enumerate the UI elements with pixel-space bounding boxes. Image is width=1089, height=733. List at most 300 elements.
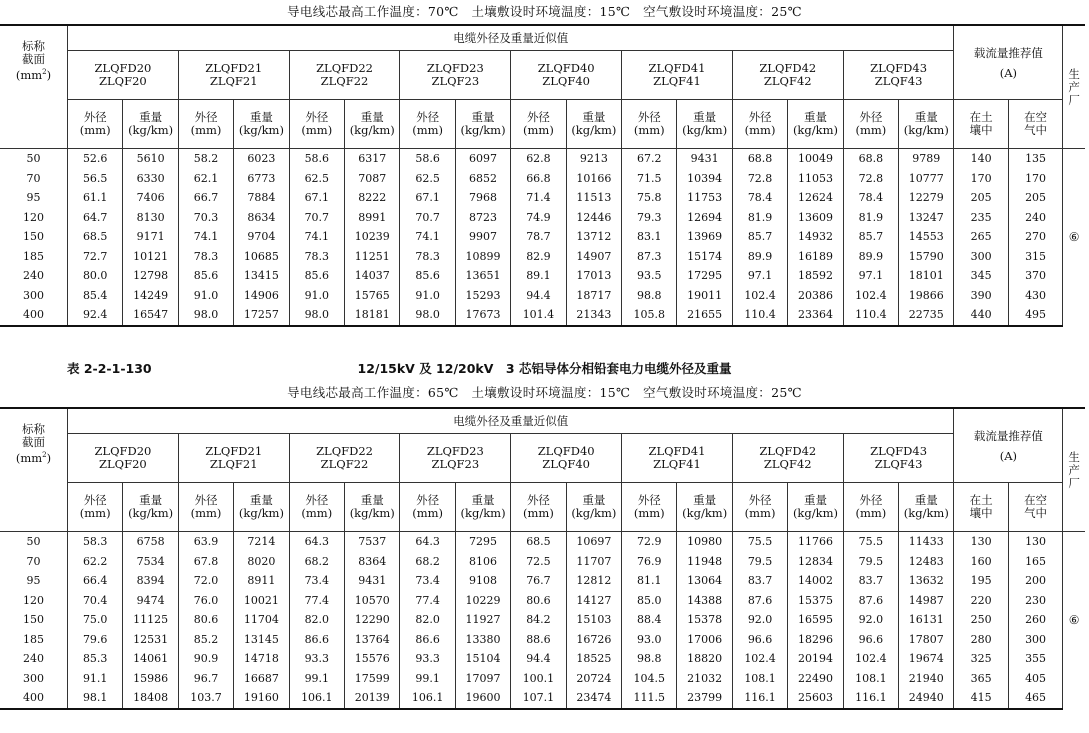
table-cell: 170 [954, 169, 1008, 189]
table-cell: 85.6 [289, 266, 344, 286]
table-cell: 6773 [234, 169, 289, 189]
table-cell: 66.8 [511, 169, 566, 189]
table-cell: 80.6 [511, 591, 566, 611]
table-cell: 99.1 [289, 669, 344, 689]
table-cell: 77.4 [289, 591, 344, 611]
table-cell: 116.1 [843, 688, 898, 709]
table-cell: 21032 [677, 669, 732, 689]
table-row [0, 688, 1085, 709]
table-cell: 390 [954, 286, 1008, 306]
table-cell: 74.1 [178, 227, 233, 247]
od-header [178, 483, 233, 532]
model-plain: ZLQF41 [653, 457, 701, 471]
table-cell: 8020 [234, 552, 289, 572]
weight-header [234, 483, 289, 532]
table-cell: 96.6 [732, 630, 787, 650]
table-cell: 110.4 [732, 305, 787, 326]
table-cell: 400 [0, 305, 67, 326]
table-cell: 18408 [123, 688, 178, 709]
table-cell: 415 [954, 688, 1008, 709]
weight-header [455, 483, 510, 532]
table-cell: 87.3 [622, 247, 677, 267]
table-cell: 10229 [455, 591, 510, 611]
od-label: 外径 [194, 493, 218, 507]
table-cell: 92.4 [67, 305, 122, 326]
od-label: 外径 [305, 110, 329, 124]
table-cell: 22490 [788, 669, 843, 689]
model-header [511, 51, 622, 100]
table-cell: 8394 [123, 571, 178, 591]
model-armored: ZLQFD40 [537, 61, 595, 75]
table-row [0, 286, 1085, 306]
section-label-1: 标称 [21, 39, 45, 53]
table-cell: 70.3 [178, 208, 233, 228]
table-cell: 85.6 [400, 266, 455, 286]
table-cell: 80.6 [178, 610, 233, 630]
table-row [0, 247, 1085, 267]
model-armored: ZLQFD23 [426, 444, 484, 458]
model-armored: ZLQFD40 [537, 444, 595, 458]
table-cell: 18181 [345, 305, 400, 326]
table-cell: 13969 [677, 227, 732, 247]
table-cell: 88.4 [622, 610, 677, 630]
table-cell: 79.6 [67, 630, 122, 650]
table-cell: 81.9 [843, 208, 898, 228]
table-cell: 9431 [677, 149, 732, 169]
table-cell: 92.0 [843, 610, 898, 630]
table-cell: 102.4 [843, 286, 898, 306]
weight-header [788, 483, 843, 532]
table-cell: 16687 [234, 669, 289, 689]
manufacturer-header [1063, 25, 1085, 149]
table-cell: 17013 [566, 266, 621, 286]
table-row [0, 571, 1085, 591]
table-cell: 78.3 [289, 247, 344, 267]
table-cell: 6330 [123, 169, 178, 189]
model-armored: ZLQFD22 [316, 61, 373, 75]
section-unit-open: (mm [15, 450, 43, 465]
table-cell: 24940 [899, 688, 954, 709]
section-label-2: 截面 [21, 52, 45, 66]
manufacturer-mark: ⑥ [1068, 229, 1080, 244]
table-cell: 11513 [566, 188, 621, 208]
weight-label: 重量 [139, 493, 163, 507]
table-cell: 73.4 [289, 571, 344, 591]
od-unit: (mm) [79, 123, 111, 137]
table-cell: 185 [0, 630, 67, 650]
mfr-label-2: 产 [1068, 79, 1080, 94]
current-label: 载流量推荐值 [973, 45, 1043, 60]
table-cell: 10239 [345, 227, 400, 247]
table-cell: 13609 [788, 208, 843, 228]
current-unit: (A) [999, 448, 1018, 463]
table-cell: 13064 [677, 571, 732, 591]
table-cell: 14907 [566, 247, 621, 267]
od-label: 外径 [416, 110, 440, 124]
table-cell: 89.9 [732, 247, 787, 267]
table-cell: 16595 [788, 610, 843, 630]
od-header [67, 483, 122, 532]
table-cell: 106.1 [400, 688, 455, 709]
weight-unit: (kg/km) [238, 123, 284, 137]
table-cell: 58.3 [67, 532, 122, 552]
section-label-1: 标称 [21, 422, 45, 436]
weight-unit: (kg/km) [128, 506, 174, 520]
table-cell: 16131 [899, 610, 954, 630]
weight-unit: (kg/km) [238, 506, 284, 520]
table-cell: 85.7 [843, 227, 898, 247]
table-cell: 300 [0, 669, 67, 689]
table-cell: 6097 [455, 149, 510, 169]
mfr-label-3: 厂 [1068, 92, 1080, 107]
model-header [732, 434, 843, 483]
table-cell: 17599 [345, 669, 400, 689]
table-cell: 98.8 [622, 649, 677, 669]
od-label: 外径 [859, 493, 883, 507]
od-label: 外径 [83, 493, 107, 507]
soil-header [954, 100, 1008, 149]
table-cell: 18717 [566, 286, 621, 306]
group-header: 电缆外径及重量近似值 [67, 408, 954, 434]
od-unit: (mm) [79, 506, 111, 520]
air-label-2: 气中 [1024, 123, 1048, 137]
table-cell: 15986 [123, 669, 178, 689]
table-cell: 10570 [345, 591, 400, 611]
weight-header [677, 483, 732, 532]
table-cell: 170 [1008, 169, 1062, 189]
od-unit: (mm) [855, 506, 887, 520]
od-header [622, 483, 677, 532]
table-cell: 83.7 [843, 571, 898, 591]
table-title-bar [0, 359, 1089, 379]
od-label: 外径 [526, 493, 550, 507]
table-cell: 140 [954, 149, 1008, 169]
model-plain: ZLQF21 [209, 457, 258, 471]
model-header [289, 434, 400, 483]
table-cell: 6023 [234, 149, 289, 169]
table-cell: 12624 [788, 188, 843, 208]
od-unit: (mm) [744, 123, 776, 137]
table-cell: 200 [1008, 571, 1062, 591]
table-cell: 78.7 [511, 227, 566, 247]
table-cell: 98.8 [622, 286, 677, 306]
weight-header [566, 483, 621, 532]
table-cell: 70 [0, 552, 67, 572]
od-unit: (mm) [412, 123, 444, 137]
table-cell: 68.5 [511, 532, 566, 552]
od-label: 外径 [305, 493, 329, 507]
model-plain: ZLQF40 [542, 457, 590, 471]
table-cell: 15103 [566, 610, 621, 630]
table-cell: 90.9 [178, 649, 233, 669]
table-cell: 11053 [788, 169, 843, 189]
weight-unit: (kg/km) [792, 123, 838, 137]
table-cell: 23364 [788, 305, 843, 326]
table-cell: 70 [0, 169, 67, 189]
table-cell: 14553 [899, 227, 954, 247]
table-cell: 465 [1008, 688, 1062, 709]
model-armored: ZLQFD21 [205, 444, 263, 458]
model-header [622, 51, 733, 100]
od-label: 外径 [526, 110, 550, 124]
model-armored: ZLQFD42 [759, 61, 817, 75]
od-header [511, 100, 566, 149]
table-cell: 70.7 [400, 208, 455, 228]
weight-label: 重量 [360, 110, 384, 124]
table-cell: 150 [0, 227, 67, 247]
table-cell: 9213 [566, 149, 621, 169]
model-armored: ZLQFD20 [94, 61, 152, 75]
table-cell: 102.4 [843, 649, 898, 669]
table-cell: 94.4 [511, 649, 566, 669]
table-cell: 16547 [123, 305, 178, 326]
table-row [0, 208, 1085, 228]
table-cell: 75.5 [843, 532, 898, 552]
od-header [289, 483, 344, 532]
table-cell: 20194 [788, 649, 843, 669]
table-cell: 98.1 [67, 688, 122, 709]
table-cell: 50 [0, 149, 67, 169]
weight-label: 重量 [693, 493, 717, 507]
table-cell: 71.5 [622, 169, 677, 189]
table-cell: 11707 [566, 552, 621, 572]
table-cell: 79.5 [732, 552, 787, 572]
table-cell: 106.1 [289, 688, 344, 709]
table-cell: 98.0 [400, 305, 455, 326]
table-cell: 76.9 [622, 552, 677, 572]
table-cell: 7406 [123, 188, 178, 208]
table-cell: 14987 [899, 591, 954, 611]
model-plain: ZLQF21 [209, 74, 258, 88]
table-cell: 58.2 [178, 149, 233, 169]
table-cell: 83.1 [622, 227, 677, 247]
table-cell: 12834 [788, 552, 843, 572]
table-cell: 87.6 [732, 591, 787, 611]
model-header [511, 434, 622, 483]
model-plain: ZLQF42 [763, 457, 812, 471]
table-cell: 97.1 [732, 266, 787, 286]
table-cell: 78.4 [732, 188, 787, 208]
od-unit: (mm) [190, 123, 222, 137]
table-cell: 17673 [455, 305, 510, 326]
table-cell: 89.1 [511, 266, 566, 286]
table-cell: 64.3 [289, 532, 344, 552]
table-cell: 11766 [788, 532, 843, 552]
table-cell: 76.7 [511, 571, 566, 591]
model-armored: ZLQFD20 [94, 444, 152, 458]
table-cell: 15378 [677, 610, 732, 630]
table-row [0, 630, 1085, 650]
table-cell: 81.1 [622, 571, 677, 591]
table-cell: 13764 [345, 630, 400, 650]
table-cell: 10394 [677, 169, 732, 189]
table-cell: 8723 [455, 208, 510, 228]
table-cell: 19011 [677, 286, 732, 306]
table-cell: 52.6 [67, 149, 122, 169]
table-cell: 19866 [899, 286, 954, 306]
table-cell: 240 [0, 649, 67, 669]
table-cell: 77.4 [400, 591, 455, 611]
table-cell: 85.3 [67, 649, 122, 669]
od-label: 外径 [416, 493, 440, 507]
mfr-label-3: 厂 [1068, 475, 1080, 490]
model-plain: ZLQF20 [99, 74, 147, 88]
od-label: 外径 [748, 493, 772, 507]
table-cell: 10121 [123, 247, 178, 267]
table-cell: 71.4 [511, 188, 566, 208]
table-cell: 91.0 [289, 286, 344, 306]
od-unit: (mm) [523, 123, 554, 137]
od-header [400, 100, 455, 149]
table-cell: 325 [954, 649, 1008, 669]
table-cell: 14718 [234, 649, 289, 669]
table-cell: 7534 [123, 552, 178, 572]
weight-label: 重量 [139, 110, 163, 124]
weight-header [345, 100, 400, 149]
current-header [954, 408, 1063, 483]
table-cell: 130 [1008, 532, 1062, 552]
table-cell: 14388 [677, 591, 732, 611]
table-cell: 68.2 [400, 552, 455, 572]
table-cell: 9474 [123, 591, 178, 611]
table-cell: 67.1 [289, 188, 344, 208]
table-cell: 5610 [123, 149, 178, 169]
table-cell: 300 [1008, 630, 1062, 650]
table-cell: 67.8 [178, 552, 233, 572]
od-unit: (mm) [523, 506, 554, 520]
table-cell: 13415 [234, 266, 289, 286]
table-cell: 300 [954, 247, 1008, 267]
table-cell: 495 [1008, 305, 1062, 326]
od-label: 外径 [637, 493, 661, 507]
table-cell: 68.5 [67, 227, 122, 247]
table-cell: 83.7 [732, 571, 787, 591]
table-cell: 440 [954, 305, 1008, 326]
table-cell: 67.1 [400, 188, 455, 208]
od-header [843, 483, 898, 532]
table-cell: 93.3 [289, 649, 344, 669]
weight-label: 重量 [803, 110, 827, 124]
weight-header [899, 483, 954, 532]
table-cell: 10777 [899, 169, 954, 189]
table-cell: 20386 [788, 286, 843, 306]
table-cell: 74.1 [400, 227, 455, 247]
table-cell: 19600 [455, 688, 510, 709]
table-cell: 11753 [677, 188, 732, 208]
table-row [0, 227, 1085, 247]
table-cell: 315 [1008, 247, 1062, 267]
table-cell: 78.3 [178, 247, 233, 267]
model-plain: ZLQF41 [653, 74, 701, 88]
table-cell: 75.5 [732, 532, 787, 552]
weight-unit: (kg/km) [460, 123, 506, 137]
table-cell: 220 [954, 591, 1008, 611]
table-cell: 205 [1008, 188, 1062, 208]
table-cell: 72.0 [178, 571, 233, 591]
table-cell: 68.8 [732, 149, 787, 169]
air-label-2: 气中 [1024, 506, 1048, 520]
table-cell: 8634 [234, 208, 289, 228]
table-cell: 135 [1008, 149, 1062, 169]
od-label: 外径 [637, 110, 661, 124]
table-cell: 13632 [899, 571, 954, 591]
table-cell: 13651 [455, 266, 510, 286]
table-cell: 12812 [566, 571, 621, 591]
weight-label: 重量 [803, 493, 827, 507]
model-header [843, 51, 954, 100]
table-cell: 18820 [677, 649, 732, 669]
weight-header [677, 100, 732, 149]
weight-unit: (kg/km) [571, 123, 617, 137]
air-header [1008, 483, 1062, 532]
table-cell: 15293 [455, 286, 510, 306]
table-cell: 75.0 [67, 610, 122, 630]
model-armored: ZLQFD41 [648, 61, 706, 75]
weight-header [234, 100, 289, 149]
model-header [732, 51, 843, 100]
table-cell: 67.2 [622, 149, 677, 169]
model-armored: ZLQFD21 [205, 61, 263, 75]
weight-header [345, 483, 400, 532]
manufacturer-header [1063, 408, 1085, 532]
table-cell: 100.1 [511, 669, 566, 689]
table-cell: 130 [954, 532, 1008, 552]
table-cell: 102.4 [732, 649, 787, 669]
weight-label: 重量 [471, 493, 495, 507]
mfr-label-2: 产 [1068, 462, 1080, 477]
table-cell: 79.3 [622, 208, 677, 228]
table-cell: 108.1 [732, 669, 787, 689]
table-cell: 74.9 [511, 208, 566, 228]
table-cell: 72.8 [732, 169, 787, 189]
table-cell: 63.9 [178, 532, 233, 552]
table-cell: 17006 [677, 630, 732, 650]
od-unit: (mm) [633, 506, 665, 520]
table-row [0, 149, 1085, 169]
table-cell: 62.1 [178, 169, 233, 189]
table-cell: 22735 [899, 305, 954, 326]
table-cell: 91.0 [178, 286, 233, 306]
table-cell: 235 [954, 208, 1008, 228]
table-cell: 91.0 [400, 286, 455, 306]
table-cell: 107.1 [511, 688, 566, 709]
table-cell: 205 [954, 188, 1008, 208]
table-cell: 70.7 [289, 208, 344, 228]
table-cell: 79.5 [843, 552, 898, 572]
group-header: 电缆外径及重量近似值 [67, 25, 954, 51]
weight-label: 重量 [360, 493, 384, 507]
od-unit: (mm) [301, 506, 333, 520]
table-cell: 85.0 [622, 591, 677, 611]
table-cell: 11251 [345, 247, 400, 267]
table-cell: 120 [0, 208, 67, 228]
table-cell: 160 [954, 552, 1008, 572]
table-cell: 82.0 [400, 610, 455, 630]
table-cell: 21655 [677, 305, 732, 326]
table-cell: 58.6 [289, 149, 344, 169]
table-cell: 17295 [677, 266, 732, 286]
table-cell: 66.4 [67, 571, 122, 591]
table-cell: 11948 [677, 552, 732, 572]
table-cell: 50 [0, 532, 67, 552]
table-cell: 10049 [788, 149, 843, 169]
weight-unit: (kg/km) [682, 506, 728, 520]
table-cell: 25603 [788, 688, 843, 709]
table-cell: 93.5 [622, 266, 677, 286]
table-cell: 64.3 [400, 532, 455, 552]
table-cell: 18296 [788, 630, 843, 650]
table-cell: 111.5 [622, 688, 677, 709]
